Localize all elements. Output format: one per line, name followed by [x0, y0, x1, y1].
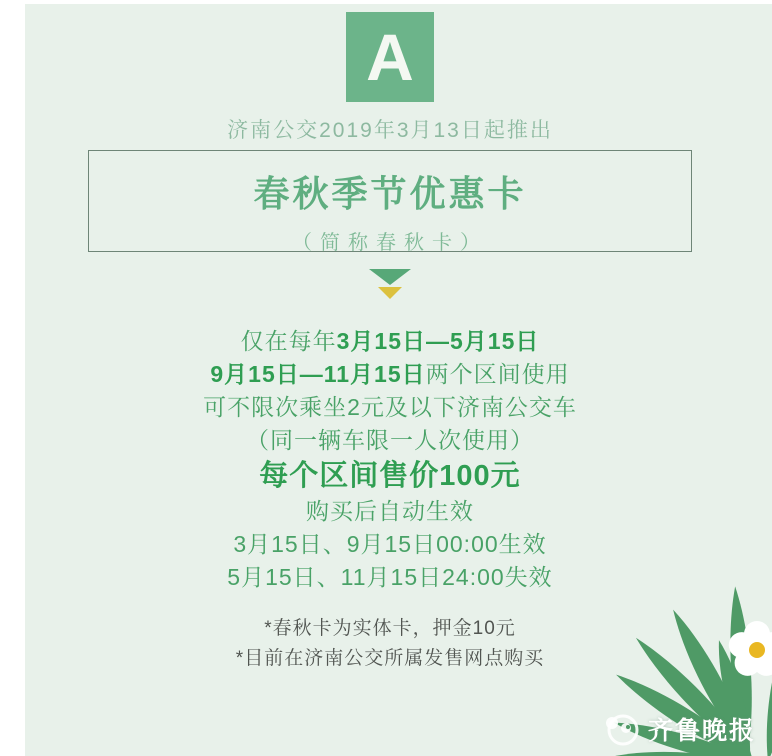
text-segment-bold: 3月15日—5月15日	[336, 328, 540, 354]
effective-date-line: 3月15日、9月15日00:00生效	[233, 531, 547, 557]
price-line: 每个区间售价100元	[259, 460, 521, 492]
card-title-box	[88, 150, 692, 252]
brand-logo-letter: A	[366, 20, 414, 94]
down-triangle-green-icon	[369, 269, 411, 285]
watermark	[602, 710, 756, 748]
activation-line: 购买后自动生效	[306, 498, 474, 524]
text-segment: 仅在每年	[240, 328, 337, 354]
card-subtitle: （简称春秋卡）	[292, 232, 488, 254]
expiry-date-line: 5月15日、11月15日24:00失效	[227, 564, 553, 590]
usage-period-line-1	[25, 325, 755, 358]
qilu-logo-icon	[602, 710, 642, 748]
usage-notice	[25, 325, 755, 594]
text-segment-bold: 9月15日—11月15日	[210, 361, 426, 387]
card-title: 春秋季节优惠卡	[253, 173, 527, 214]
brand-logo	[346, 12, 434, 102]
per-ride-limit-line: （同一辆车限一人次使用）	[246, 427, 534, 453]
launch-announcement: 济南公交2019年3月13日起推出	[227, 119, 553, 142]
watermark-label: 齐鲁晚报	[647, 717, 756, 745]
text-segment: 两个区间使用	[425, 361, 570, 387]
footnote-deposit: *春秋卡为实体卡，押金10元	[264, 618, 516, 639]
usage-period-line-2	[25, 358, 755, 391]
down-triangle-yellow-icon	[378, 287, 402, 299]
footnote-purchase-location: *目前在济南公交所属发售网点购买	[235, 648, 545, 669]
ride-benefit-line: 可不限次乘坐2元及以下济南公交车	[203, 394, 577, 420]
poster-panel	[25, 4, 772, 756]
